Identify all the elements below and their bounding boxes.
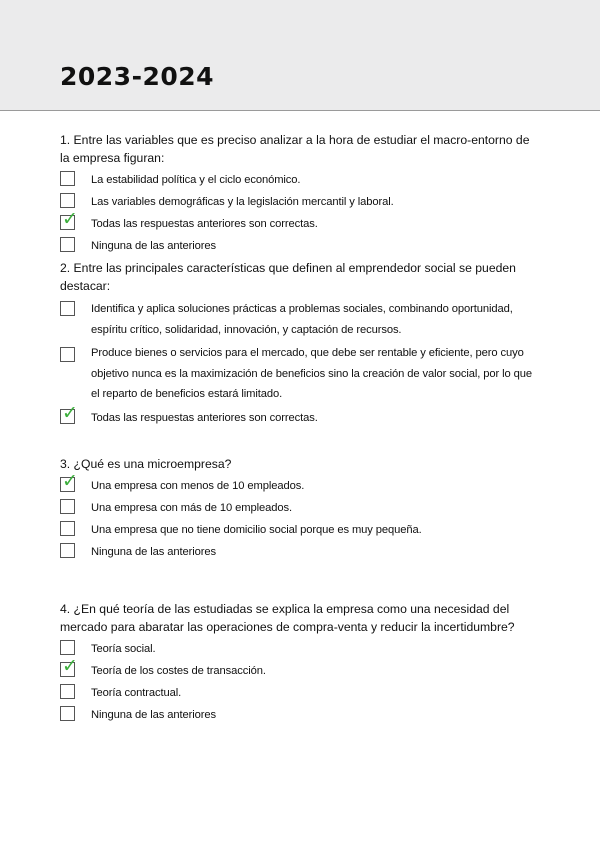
option-label: Teoría social.	[91, 643, 156, 655]
check-icon: ✓	[62, 470, 78, 492]
checkbox[interactable]	[60, 499, 75, 514]
answer-option[interactable]	[60, 639, 542, 658]
answer-option[interactable]	[60, 705, 542, 724]
checkbox[interactable]	[60, 521, 75, 536]
checkbox[interactable]	[60, 470, 78, 492]
question-3	[60, 455, 542, 564]
answer-option[interactable]	[60, 170, 542, 189]
checkbox[interactable]	[60, 401, 78, 424]
answer-option[interactable]	[60, 208, 542, 233]
answer-option[interactable]	[60, 655, 542, 680]
checkbox[interactable]	[60, 237, 75, 252]
page-title: 2023-2024	[60, 62, 215, 91]
question-4	[60, 600, 542, 727]
answer-option[interactable]	[60, 236, 542, 255]
option-label: Todas las respuestas anteriores son correctas.	[91, 411, 318, 424]
option-label: Identifica y aplica soluciones prácticas a problemas sociales, combinando oportunidad, espíritu crítico, solidaridad, innovación, y captación de recursos.	[91, 303, 513, 336]
question-1	[60, 131, 542, 258]
checkbox[interactable]	[60, 684, 75, 699]
answer-option[interactable]	[60, 401, 542, 427]
check-icon: ✓	[62, 401, 78, 424]
checkbox[interactable]	[60, 193, 75, 208]
checkbox[interactable]	[60, 171, 75, 186]
option-label: Ninguna de las anteriores	[91, 546, 216, 558]
question-text: 4. ¿En qué teoría de las estudiadas se explica la empresa como una necesidad del mercado para abaratar las operaciones de compra-venta y reducir la incertidumbre?	[60, 602, 515, 634]
question-2	[60, 259, 542, 430]
checkbox[interactable]	[60, 640, 75, 655]
option-label: Todas las respuestas anteriores son correctas.	[91, 218, 318, 230]
option-label: Las variables demográficas y la legislación mercantil y laboral.	[91, 196, 394, 208]
checkbox[interactable]	[60, 301, 75, 316]
option-label: Ninguna de las anteriores	[91, 240, 216, 252]
check-icon: ✓	[62, 655, 78, 677]
question-text: 3. ¿Qué es una microempresa?	[60, 457, 232, 471]
option-label: Una empresa con menos de 10 empleados.	[91, 480, 305, 492]
option-label: Teoría contractual.	[91, 687, 182, 699]
answer-option[interactable]	[60, 298, 542, 340]
option-label: Teoría de los costes de transacción.	[91, 665, 266, 677]
answer-option[interactable]	[60, 498, 542, 517]
answer-option[interactable]	[60, 343, 542, 405]
option-label: Produce bienes o servicios para el mercado, que debe ser rentable y eficiente, pero cuyo objetivo nunca es la maximización de beneficios sino la creación de valor social, por lo que el reparto de beneficios estará limitado.	[91, 347, 533, 400]
option-label: La estabilidad política y el ciclo económico.	[91, 174, 301, 186]
checkbox[interactable]	[60, 208, 78, 230]
checkbox[interactable]	[60, 347, 75, 362]
header-band	[0, 0, 600, 111]
checkbox[interactable]	[60, 706, 75, 721]
question-text: 2. Entre las principales características que definen al emprendedor social se pueden destacar:	[60, 261, 516, 293]
answer-option[interactable]	[60, 192, 542, 211]
answer-option[interactable]	[60, 470, 542, 495]
option-label: Una empresa con más de 10 empleados.	[91, 502, 292, 514]
option-label: Una empresa que no tiene domicilio social porque es muy pequeña.	[91, 524, 422, 536]
option-label: Ninguna de las anteriores	[91, 709, 216, 721]
checkbox[interactable]	[60, 655, 78, 677]
check-icon: ✓	[62, 208, 78, 230]
answer-option[interactable]	[60, 520, 542, 539]
question-text: 1. Entre las variables que es preciso analizar a la hora de estudiar el macro-entorno de la empresa figuran:	[60, 133, 530, 165]
answer-option[interactable]	[60, 542, 542, 561]
checkbox[interactable]	[60, 543, 75, 558]
answer-option[interactable]	[60, 683, 542, 702]
